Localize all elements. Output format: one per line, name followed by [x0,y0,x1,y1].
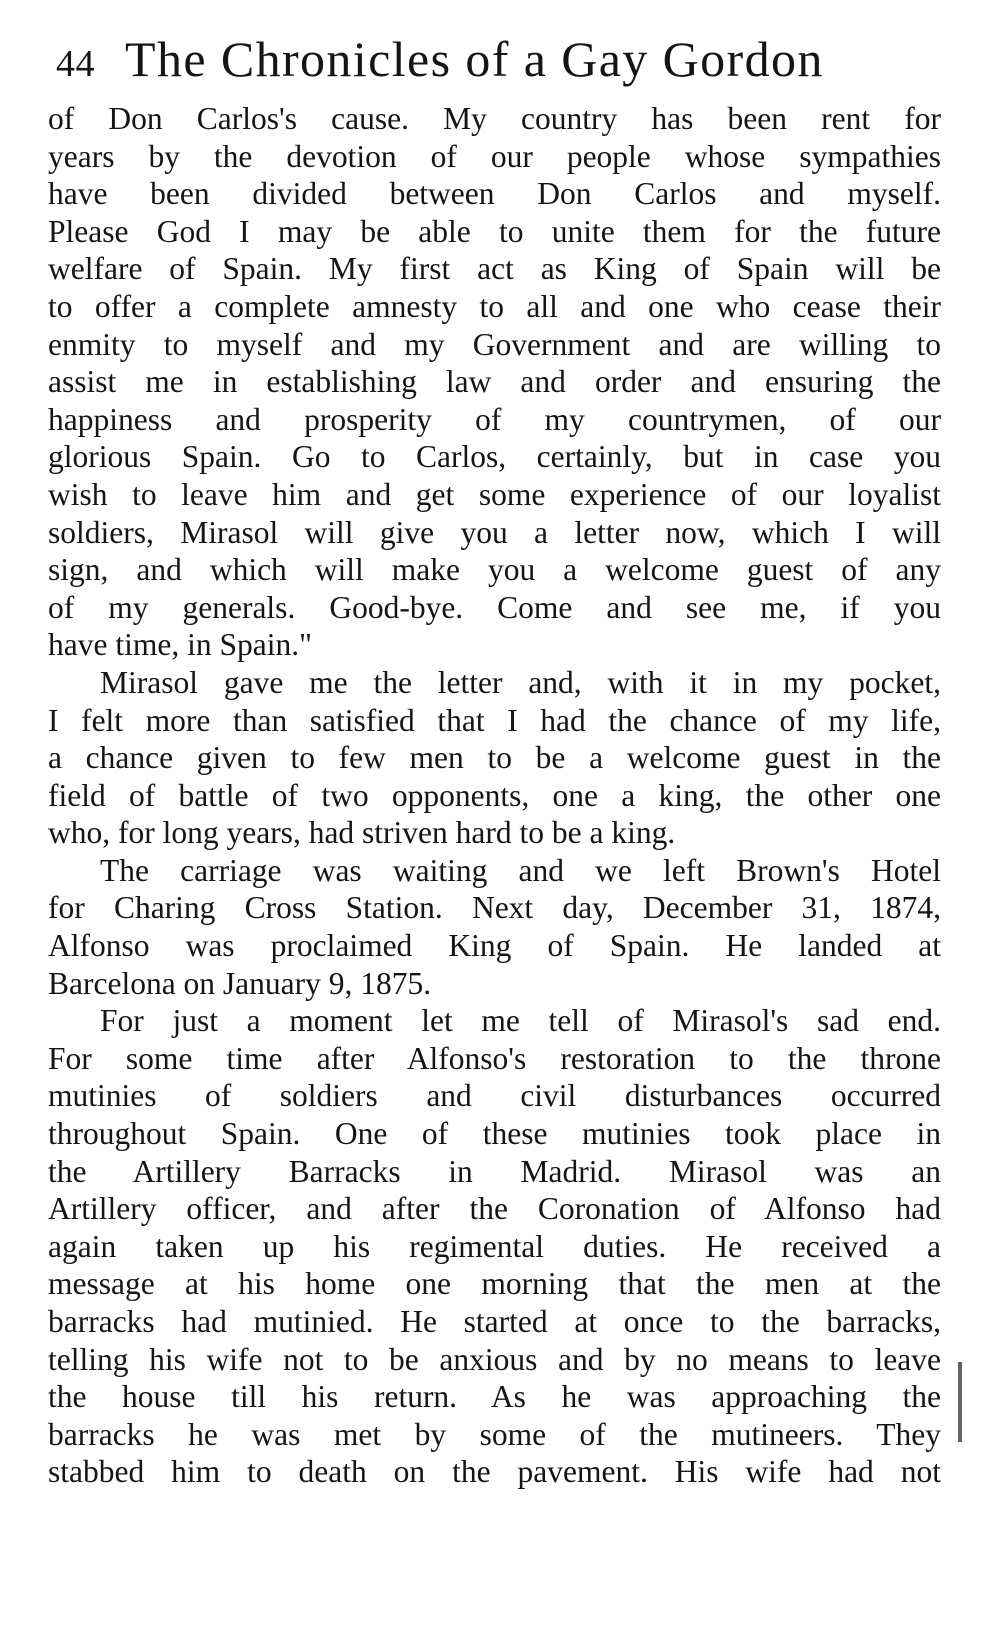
paragraph-start-line: The carriage was waiting and we left Brown's Hotel [100,852,941,888]
text-line: Alfonso was proclaimed King of Spain. He landed at [48,928,941,964]
book-title: The Chronicles of a Gay Gordon [125,31,824,87]
text-line: telling his wife not to be anxious and by no means to leave [48,1341,941,1377]
text-line: stabbed him to death on the pavement. His wife had not [48,1454,941,1490]
running-head [48,30,941,100]
text-line: field of battle of two opponents, one a king, the other one [48,777,941,813]
text-line: again taken up his regimental duties. He received a [48,1228,941,1264]
text-line: For some time after Alfonso's restoration to the throne [48,1040,941,1076]
text-line: of Don Carlos's cause. My country has been rent for [48,101,941,136]
text-line: happiness and prosperity of my countrymen, of our [48,401,941,437]
text-line: years by the devotion of our people whose sympathies [48,138,941,174]
body-text [48,100,941,1491]
paragraph-start-line: Mirasol gave me the letter and, with it in my pocket, [100,664,941,700]
book-page [48,30,941,1491]
text-line: Artillery officer, and after the Coronation of Alfonso had [48,1191,941,1227]
text-line: who, for long years, had striven hard to be a king. [48,815,676,851]
text-line: sign, and which will make you a welcome guest of any [48,552,941,588]
scan-margin-mark [958,1362,962,1442]
text-line: a chance given to few men to be a welcome guest in the [48,740,941,776]
text-line: barracks had mutinied. He started at once to the barracks, [48,1304,941,1339]
text-line: Please God I may be able to unite them for the future [48,213,941,249]
text-line: mutinies of soldiers and civil disturbances occurred [48,1078,941,1114]
text-line: to offer a complete amnesty to all and one who cease their [48,288,941,324]
text-line: have been divided between Don Carlos and myself. [48,176,941,212]
text-line: throughout Spain. One of these mutinies took place in [48,1116,941,1152]
paragraph-start-line: For just a moment let me tell of Mirasol's sad end. [100,1003,941,1039]
text-line: barracks he was met by some of the mutineers. They [48,1416,941,1452]
text-line: have time, in Spain." [48,627,312,663]
text-line: message at his home one morning that the men at the [48,1266,941,1302]
text-line: welfare of Spain. My first act as King of Spain will be [48,251,941,287]
text-line: soldiers, Mirasol will give you a letter now, which I will [48,514,941,550]
text-line: wish to leave him and get some experience of our loyalist [48,476,941,512]
text-line: the house till his return. As he was approaching the [48,1379,941,1415]
text-line: the Artillery Barracks in Madrid. Mirasol was an [48,1153,941,1189]
text-line: enmity to myself and my Government and are willing to [48,326,941,362]
text-line: of my generals. Good-bye. Come and see me, if you [48,589,941,625]
text-line: I felt more than satisfied that I had the chance of my life, [48,702,941,738]
text-line: assist me in establishing law and order and ensuring the [48,364,941,400]
text-line: glorious Spain. Go to Carlos, certainly, but in case you [48,439,941,475]
text-line: Barcelona on January 9, 1875. [48,965,432,1001]
page-number: 44 [56,43,95,85]
text-line: for Charing Cross Station. Next day, December 31, 1874, [48,890,941,926]
